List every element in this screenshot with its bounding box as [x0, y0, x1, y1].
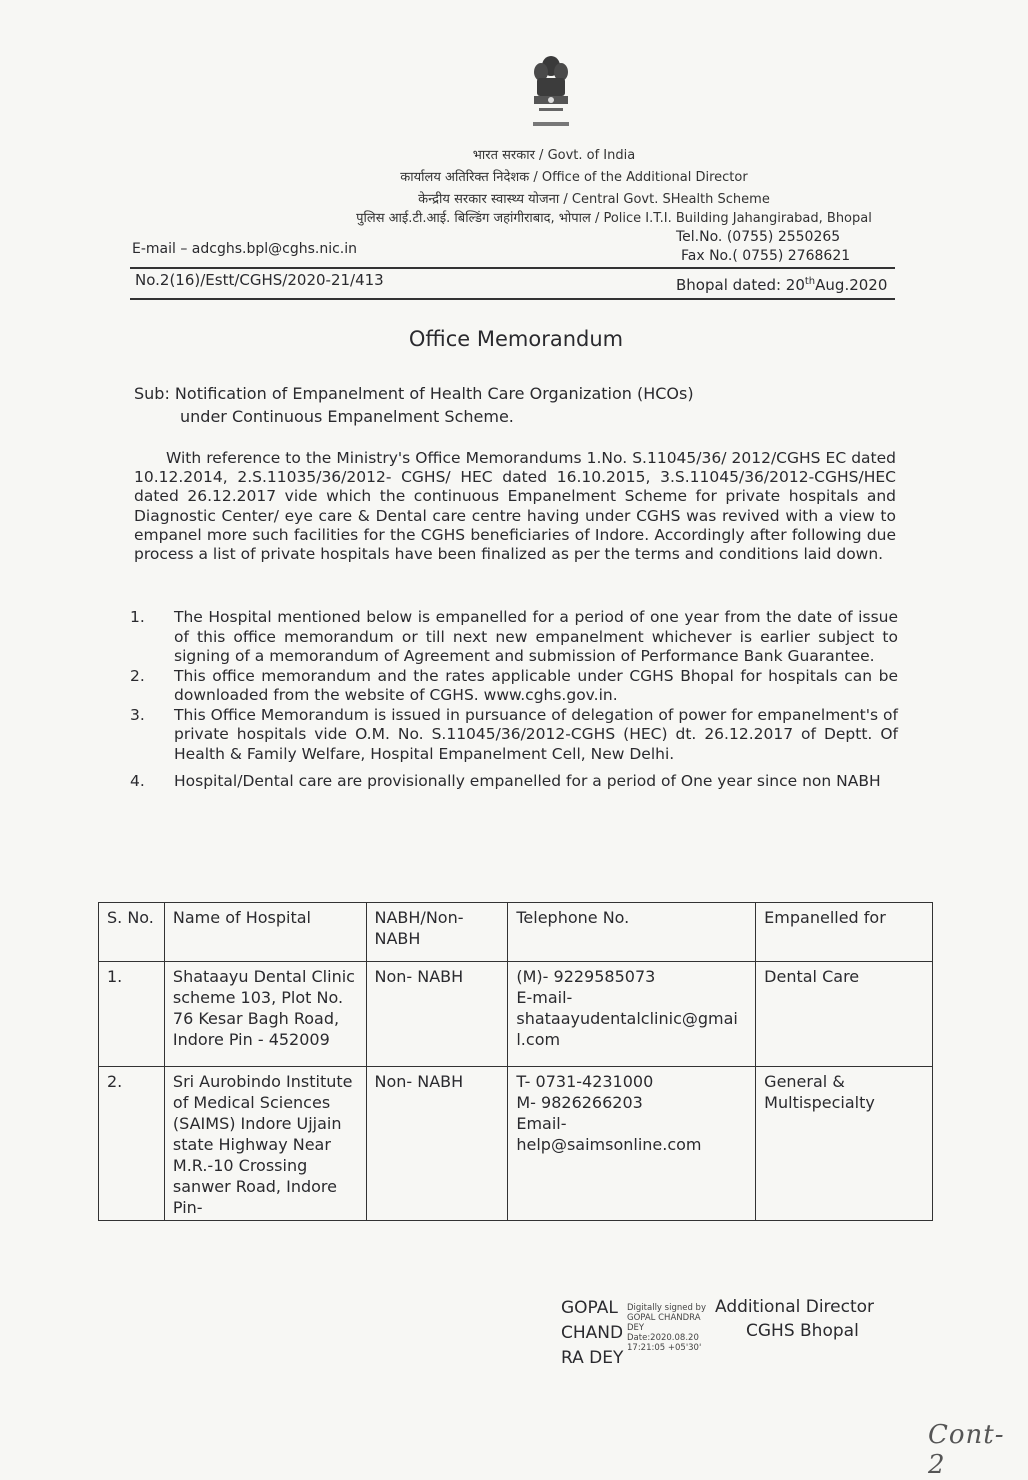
list-item: [130, 706, 898, 765]
cell-hospital-name: Shataayu Dental Clinic scheme 103, Plot No. 76 Kesar Bagh Road, Indore Pin - 452009: [164, 962, 366, 1067]
hospital-table: [98, 902, 933, 1221]
national-emblem-icon: [525, 52, 577, 132]
conditions-list: [130, 608, 898, 792]
header-email: E-mail – adcghs.bpl@cghs.nic.in: [132, 241, 357, 257]
intro-paragraph: With reference to the Ministry's Office Memorandums 1.No. S.11045/36/ 2012/CGHS EC dated 10.12.2014, 2.S.11035/36/2012- CGHS/ HEC dated 16.10.2015, 3.S.11045/36/2012-CGHS/HEC dated 26.12.2017 vide which the continuous Empanelment Scheme for private hospitals and Diagnostic Center/ eye care & Dental care centre having under CGHS was revived with a view to empanel more such facilities for the CGHS beneficiaries of Indore. Accordingly after following due process a list of private hospitals have been finalized as per the terms and conditions laid down.: [134, 449, 896, 564]
table-header-row: [99, 903, 933, 962]
list-item-number: 1.: [130, 608, 145, 626]
subject-line-1: Sub: Notification of Empanelment of Health Care Organization (HCOs): [134, 384, 694, 403]
list-item-text: The Hospital mentioned below is empanelled for a period of one year from the date of issue of this office memorandum or till next new empanelment whichever is earlier subject to signing of a memorandum of Agreement and submission of Performance Bank Guarantee.: [174, 608, 898, 665]
column-header-name: Name of Hospital: [164, 903, 366, 962]
document-title: Office Memorandum: [408, 327, 624, 351]
list-item-text: Hospital/Dental care are provisionally empanelled for a period of One year since non NABH: [174, 772, 881, 790]
list-item-number: 2.: [130, 666, 145, 685]
header-scheme-line: केन्द्रीय सरकार स्वास्थ्य योजना / Central Govt. SHealth Scheme: [418, 192, 770, 207]
cell-hospital-name: Sri Aurobindo Institute of Medical Sciences (SAIMS) Indore Ujjain state Highway Near M.R.-10 Crossing sanwer Road, Indore Pin-: [164, 1067, 366, 1221]
issue-date-suffix: Aug.2020: [815, 276, 888, 294]
issue-date: [676, 276, 887, 294]
column-header-sno: S. No.: [99, 903, 165, 962]
table-row: [99, 1067, 933, 1221]
list-item-number: 3.: [130, 705, 145, 724]
list-item: [130, 667, 898, 706]
header-fax: Fax No.( 0755) 2768621: [681, 248, 851, 264]
designation-title: Additional Director: [715, 1297, 875, 1317]
header-govt-line: भारत सरकार / Govt. of India: [472, 148, 636, 163]
cell-phone: (M)- 9229585073 E-mail- shataayudentalclinic@gmail.com: [508, 962, 756, 1067]
header-divider-bottom: [130, 298, 895, 300]
issue-date-sup: th: [804, 276, 816, 287]
list-item-text: This office memorandum and the rates applicable under CGHS Bhopal for hospitals can be downloaded from the website of CGHS. www.cghs.gov.in.: [174, 666, 898, 704]
list-item-number: 4.: [130, 772, 145, 790]
header-office-line: कार्यालय अतिरिक्त निदेशक / Office of the Additional Director: [400, 170, 748, 185]
table-row: [99, 962, 933, 1067]
list-item: [130, 608, 898, 667]
header-tel: Tel.No. (0755) 2550265: [676, 229, 841, 245]
issue-date-prefix: Bhopal dated: 20: [676, 276, 805, 294]
signer-name: GOPAL CHAND RA DEY: [561, 1298, 624, 1368]
cell-phone: T- 0731-4231000 M- 9826266203 Email- help@saimsonline.com: [508, 1067, 756, 1221]
subject-line-2: under Continuous Empanelment Scheme.: [180, 407, 514, 426]
designation-office: CGHS Bhopal: [746, 1321, 859, 1341]
list-item: [130, 772, 898, 792]
list-item-text: This Office Memorandum is issued in pursuance of delegation of power for empanelment's of private hospitals vide O.M. No. S.11045/36/2012-CGHS (HEC) dt. 26.12.2017 of Deptt. Of Health & Family Welfare, Hospital Empanelment Cell, New Delhi.: [174, 705, 898, 763]
file-number: No.2(16)/Estt/CGHS/2020-21/413: [135, 271, 384, 289]
continued-note: Cont- 2: [928, 1420, 1005, 1480]
column-header-empanelled: Empanelled for: [756, 903, 933, 962]
column-header-phone: Telephone No.: [508, 903, 756, 962]
cell-empanelled-for: Dental Care: [756, 962, 933, 1067]
header-address-line: पुलिस आई.टी.आई. बिल्डिंग जहांगीराबाद, भोपाल / Police I.T.I. Building Jahangirabad, Bhopal: [356, 211, 872, 226]
header-divider-top: [130, 267, 895, 269]
cell-empanelled-for: General & Multispecialty: [756, 1067, 933, 1221]
digital-signature-stamp: Digitally signed by GOPAL CHANDRA DEY Date:2020.08.20 17:21:05 +05'30': [627, 1303, 706, 1353]
column-header-nabh: NABH/Non-NABH: [366, 903, 508, 962]
cell-sno: 1.: [99, 962, 165, 1067]
cell-sno: 2.: [99, 1067, 165, 1221]
cell-nabh: Non- NABH: [366, 962, 508, 1067]
cell-nabh: Non- NABH: [366, 1067, 508, 1221]
